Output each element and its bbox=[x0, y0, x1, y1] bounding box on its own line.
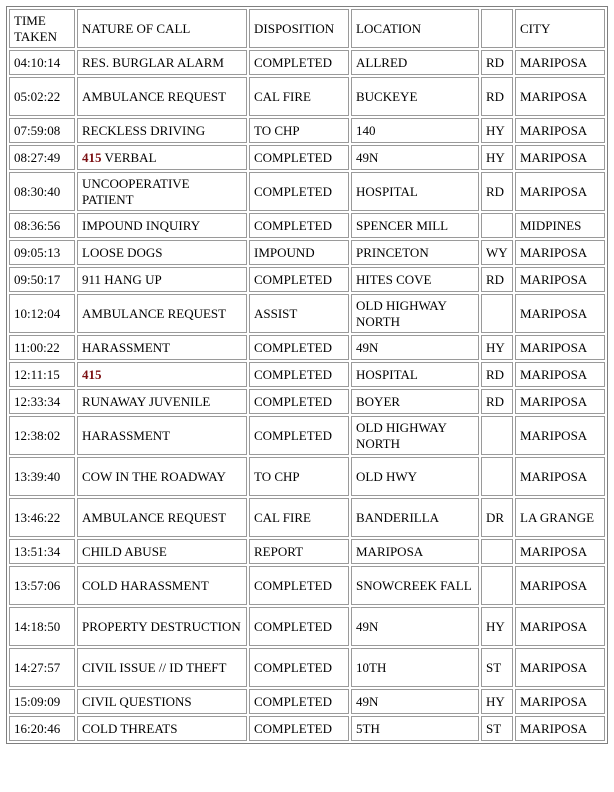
cell-suffix: HY bbox=[481, 607, 513, 646]
cell-suffix bbox=[481, 416, 513, 455]
cell-time: 05:02:22 bbox=[9, 77, 75, 116]
cell-nature bbox=[77, 50, 247, 75]
cell-city: MARIPOSA bbox=[515, 240, 605, 265]
cell-city: MARIPOSA bbox=[515, 416, 605, 455]
cell-suffix: HY bbox=[481, 689, 513, 714]
table-row bbox=[9, 498, 605, 537]
cell-time: 09:05:13 bbox=[9, 240, 75, 265]
cell-time: 15:09:09 bbox=[9, 689, 75, 714]
table-row bbox=[9, 716, 605, 741]
cell-city: MARIPOSA bbox=[515, 172, 605, 211]
cell-disposition: COMPLETED bbox=[249, 50, 349, 75]
cell-suffix bbox=[481, 294, 513, 333]
cell-city: MARIPOSA bbox=[515, 457, 605, 496]
cell-nature bbox=[77, 689, 247, 714]
nature-text: CHILD ABUSE bbox=[82, 544, 167, 559]
cell-location: 10TH bbox=[351, 648, 479, 687]
cell-nature bbox=[77, 240, 247, 265]
cell-suffix: HY bbox=[481, 335, 513, 360]
cell-city: LA GRANGE bbox=[515, 498, 605, 537]
header-nature: NATURE OF CALL bbox=[77, 9, 247, 48]
cell-nature bbox=[77, 416, 247, 455]
cell-disposition: CAL FIRE bbox=[249, 77, 349, 116]
nature-text: HARASSMENT bbox=[82, 428, 171, 443]
cell-nature bbox=[77, 457, 247, 496]
cell-time: 13:51:34 bbox=[9, 539, 75, 564]
cell-suffix: RD bbox=[481, 389, 513, 414]
nature-text: HARASSMENT bbox=[82, 340, 171, 355]
cell-suffix: ST bbox=[481, 648, 513, 687]
cell-time: 13:39:40 bbox=[9, 457, 75, 496]
cell-city: MARIPOSA bbox=[515, 607, 605, 646]
cell-nature bbox=[77, 648, 247, 687]
nature-text: COLD HARASSMENT bbox=[82, 578, 209, 593]
cell-suffix: RD bbox=[481, 267, 513, 292]
table-row bbox=[9, 362, 605, 387]
cell-suffix: RD bbox=[481, 50, 513, 75]
cell-disposition: COMPLETED bbox=[249, 213, 349, 238]
header-time: TIME TAKEN bbox=[9, 9, 75, 48]
cell-disposition: COMPLETED bbox=[249, 145, 349, 170]
cell-location: 140 bbox=[351, 118, 479, 143]
cell-time: 14:18:50 bbox=[9, 607, 75, 646]
cell-city: MARIPOSA bbox=[515, 294, 605, 333]
nature-text: IMPOUND INQUIRY bbox=[82, 218, 201, 233]
cell-disposition: COMPLETED bbox=[249, 267, 349, 292]
cell-nature bbox=[77, 294, 247, 333]
cell-disposition: ASSIST bbox=[249, 294, 349, 333]
table-row bbox=[9, 267, 605, 292]
header-suffix bbox=[481, 9, 513, 48]
table-row bbox=[9, 566, 605, 605]
table-row bbox=[9, 539, 605, 564]
cell-suffix: RD bbox=[481, 362, 513, 387]
nature-text: RECKLESS DRIVING bbox=[82, 123, 206, 138]
cell-location: OLD HIGHWAY NORTH bbox=[351, 416, 479, 455]
cell-disposition: COMPLETED bbox=[249, 566, 349, 605]
nature-text: 911 HANG UP bbox=[82, 272, 162, 287]
cell-city: MARIPOSA bbox=[515, 648, 605, 687]
cell-location: PRINCETON bbox=[351, 240, 479, 265]
cell-city: MARIPOSA bbox=[515, 50, 605, 75]
cell-city: MARIPOSA bbox=[515, 539, 605, 564]
cell-time: 08:30:40 bbox=[9, 172, 75, 211]
cell-nature bbox=[77, 362, 247, 387]
nature-text: COLD THREATS bbox=[82, 721, 178, 736]
cell-location: BUCKEYE bbox=[351, 77, 479, 116]
cell-city: MARIPOSA bbox=[515, 77, 605, 116]
cell-disposition: TO CHP bbox=[249, 118, 349, 143]
cell-suffix bbox=[481, 566, 513, 605]
cell-nature bbox=[77, 213, 247, 238]
cell-city: MIDPINES bbox=[515, 213, 605, 238]
table-row bbox=[9, 240, 605, 265]
cell-location: ALLRED bbox=[351, 50, 479, 75]
table-row bbox=[9, 172, 605, 211]
table-row bbox=[9, 457, 605, 496]
cell-city: MARIPOSA bbox=[515, 566, 605, 605]
cell-disposition: COMPLETED bbox=[249, 172, 349, 211]
cell-nature bbox=[77, 566, 247, 605]
nature-text: AMBULANCE REQUEST bbox=[82, 510, 227, 525]
cell-disposition: COMPLETED bbox=[249, 689, 349, 714]
cell-time: 12:33:34 bbox=[9, 389, 75, 414]
nature-text: RUNAWAY JUVENILE bbox=[82, 394, 211, 409]
header-disposition: DISPOSITION bbox=[249, 9, 349, 48]
cell-time: 10:12:04 bbox=[9, 294, 75, 333]
cell-city: MARIPOSA bbox=[515, 389, 605, 414]
cell-nature bbox=[77, 607, 247, 646]
header-location: LOCATION bbox=[351, 9, 479, 48]
cell-disposition: COMPLETED bbox=[249, 648, 349, 687]
cell-location: MARIPOSA bbox=[351, 539, 479, 564]
cell-city: MARIPOSA bbox=[515, 145, 605, 170]
cell-city: MARIPOSA bbox=[515, 335, 605, 360]
cell-time: 13:46:22 bbox=[9, 498, 75, 537]
cell-nature bbox=[77, 118, 247, 143]
cell-disposition: COMPLETED bbox=[249, 335, 349, 360]
cell-time: 09:50:17 bbox=[9, 267, 75, 292]
nature-text: AMBULANCE REQUEST bbox=[82, 89, 227, 104]
cell-location: 49N bbox=[351, 145, 479, 170]
cell-suffix: RD bbox=[481, 77, 513, 116]
cell-location: SPENCER MILL bbox=[351, 213, 479, 238]
call-log-table bbox=[6, 6, 608, 744]
table-row bbox=[9, 145, 605, 170]
cell-city: MARIPOSA bbox=[515, 267, 605, 292]
cell-city: MARIPOSA bbox=[515, 689, 605, 714]
cell-disposition: COMPLETED bbox=[249, 416, 349, 455]
cell-suffix bbox=[481, 457, 513, 496]
cell-location: 49N bbox=[351, 335, 479, 360]
cell-suffix: HY bbox=[481, 145, 513, 170]
cell-location: HOSPITAL bbox=[351, 172, 479, 211]
cell-location: OLD HIGHWAY NORTH bbox=[351, 294, 479, 333]
cell-nature bbox=[77, 267, 247, 292]
cell-suffix bbox=[481, 213, 513, 238]
cell-disposition: COMPLETED bbox=[249, 607, 349, 646]
cell-time: 16:20:46 bbox=[9, 716, 75, 741]
table-row bbox=[9, 77, 605, 116]
cell-location: OLD HWY bbox=[351, 457, 479, 496]
cell-time: 12:38:02 bbox=[9, 416, 75, 455]
cell-time: 14:27:57 bbox=[9, 648, 75, 687]
header-row bbox=[9, 9, 605, 48]
cell-location: HOSPITAL bbox=[351, 362, 479, 387]
table-row bbox=[9, 213, 605, 238]
nature-text: RES. BURGLAR ALARM bbox=[82, 55, 224, 70]
cell-nature bbox=[77, 335, 247, 360]
call-log-body bbox=[9, 50, 605, 741]
cell-city: MARIPOSA bbox=[515, 362, 605, 387]
cell-nature bbox=[77, 172, 247, 211]
cell-time: 13:57:06 bbox=[9, 566, 75, 605]
table-row bbox=[9, 118, 605, 143]
nature-text: LOOSE DOGS bbox=[82, 245, 163, 260]
cell-time: 12:11:15 bbox=[9, 362, 75, 387]
cell-disposition: COMPLETED bbox=[249, 389, 349, 414]
nature-text: AMBULANCE REQUEST bbox=[82, 306, 227, 321]
nature-text: UNCOOPERATIVE PATIENT bbox=[82, 176, 190, 207]
cell-city: MARIPOSA bbox=[515, 716, 605, 741]
table-row bbox=[9, 294, 605, 333]
cell-city: MARIPOSA bbox=[515, 118, 605, 143]
cell-suffix: ST bbox=[481, 716, 513, 741]
table-row bbox=[9, 335, 605, 360]
cell-nature bbox=[77, 77, 247, 116]
cell-location: BOYER bbox=[351, 389, 479, 414]
cell-time: 11:00:22 bbox=[9, 335, 75, 360]
cell-nature bbox=[77, 539, 247, 564]
cell-suffix bbox=[481, 539, 513, 564]
cell-time: 04:10:14 bbox=[9, 50, 75, 75]
cell-suffix: DR bbox=[481, 498, 513, 537]
table-row bbox=[9, 689, 605, 714]
cell-time: 08:27:49 bbox=[9, 145, 75, 170]
cell-disposition: IMPOUND bbox=[249, 240, 349, 265]
cell-time: 07:59:08 bbox=[9, 118, 75, 143]
nature-text: VERBAL bbox=[104, 150, 157, 165]
call-code: 415 bbox=[82, 367, 102, 382]
cell-disposition: REPORT bbox=[249, 539, 349, 564]
cell-nature bbox=[77, 498, 247, 537]
cell-location: HITES COVE bbox=[351, 267, 479, 292]
cell-location: 49N bbox=[351, 607, 479, 646]
cell-location: 5TH bbox=[351, 716, 479, 741]
table-row bbox=[9, 50, 605, 75]
call-code: 415 bbox=[82, 150, 102, 165]
nature-text: COW IN THE ROADWAY bbox=[82, 469, 226, 484]
nature-text: CIVIL ISSUE // ID THEFT bbox=[82, 660, 227, 675]
table-row bbox=[9, 607, 605, 646]
cell-disposition: TO CHP bbox=[249, 457, 349, 496]
cell-nature bbox=[77, 389, 247, 414]
cell-location: 49N bbox=[351, 689, 479, 714]
nature-text: CIVIL QUESTIONS bbox=[82, 694, 192, 709]
table-row bbox=[9, 389, 605, 414]
cell-disposition: COMPLETED bbox=[249, 362, 349, 387]
cell-suffix: RD bbox=[481, 172, 513, 211]
cell-time: 08:36:56 bbox=[9, 213, 75, 238]
header-city: CITY bbox=[515, 9, 605, 48]
nature-text: PROPERTY DESTRUCTION bbox=[82, 619, 241, 634]
table-row bbox=[9, 416, 605, 455]
cell-disposition: COMPLETED bbox=[249, 716, 349, 741]
cell-suffix: WY bbox=[481, 240, 513, 265]
cell-suffix: HY bbox=[481, 118, 513, 143]
cell-location: SNOWCREEK FALL bbox=[351, 566, 479, 605]
cell-location: BANDERILLA bbox=[351, 498, 479, 537]
cell-nature bbox=[77, 145, 247, 170]
cell-disposition: CAL FIRE bbox=[249, 498, 349, 537]
table-row bbox=[9, 648, 605, 687]
cell-nature bbox=[77, 716, 247, 741]
